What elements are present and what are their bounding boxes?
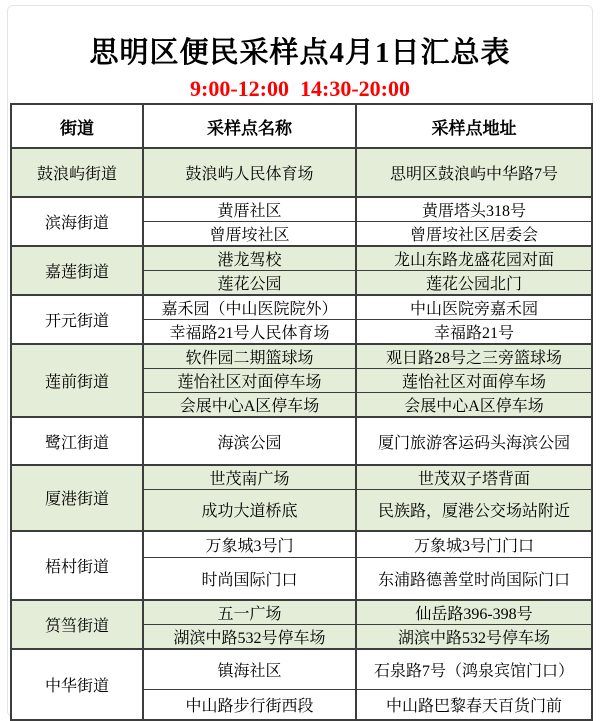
site-address-cell: 会展中心A区停车场 bbox=[356, 393, 592, 418]
site-address-cell: 黄厝塔头318号 bbox=[356, 197, 592, 222]
street-cell: 厦港街道 bbox=[11, 465, 143, 531]
site-name-cell: 莲怡社区对面停车场 bbox=[143, 369, 356, 393]
table-row bbox=[11, 465, 592, 490]
site-name-cell: 湖滨中路532号停车场 bbox=[143, 624, 356, 649]
site-address-cell: 中山医院旁嘉禾园 bbox=[356, 295, 592, 320]
site-address-cell: 民族路，厦港公交场站附近 bbox=[356, 490, 592, 531]
site-address-cell: 世茂双子塔背面 bbox=[356, 465, 592, 490]
site-address-cell: 曾厝垵社区居委会 bbox=[356, 222, 592, 247]
site-name-column-header: 采样点名称 bbox=[143, 104, 356, 148]
site-name-cell: 莲花公园 bbox=[143, 271, 356, 296]
street-cell: 鹭江街道 bbox=[11, 417, 143, 465]
site-name-cell: 五一广场 bbox=[143, 600, 356, 625]
site-name-cell: 曾厝垵社区 bbox=[143, 222, 356, 247]
site-address-cell: 龙山东路龙盛花园对面 bbox=[356, 246, 592, 271]
site-name-cell: 软件园二期篮球场 bbox=[143, 344, 356, 369]
site-name-cell: 中山路步行街西段 bbox=[143, 690, 356, 720]
site-address-cell: 幸福路21号 bbox=[356, 320, 592, 345]
sampling-hours: 9:00-12:00 14:30-20:00 bbox=[190, 76, 410, 101]
site-name-cell: 镇海社区 bbox=[143, 649, 356, 690]
site-name-cell: 时尚国际门口 bbox=[143, 558, 356, 600]
site-name-cell: 黄厝社区 bbox=[143, 197, 356, 222]
table-row bbox=[11, 344, 592, 369]
table-header-row bbox=[11, 104, 592, 148]
site-address-cell: 东浦路德善堂时尚国际门口 bbox=[356, 558, 592, 600]
table-row bbox=[11, 600, 592, 625]
table-body bbox=[11, 148, 592, 720]
site-address-cell: 观日路28号之三旁篮球场 bbox=[356, 344, 592, 369]
street-cell: 莲前街道 bbox=[11, 344, 143, 417]
street-cell: 筼筜街道 bbox=[11, 600, 143, 649]
table-row bbox=[11, 417, 592, 465]
site-address-cell: 厦门旅游客运码头海滨公园 bbox=[356, 417, 592, 465]
site-name-cell: 万象城3号门 bbox=[143, 531, 356, 558]
site-address-cell: 仙岳路396-398号 bbox=[356, 600, 592, 625]
site-name-cell: 幸福路21号人民体育场 bbox=[143, 320, 356, 345]
page-title: 思明区便民采样点4月1日汇总表 bbox=[89, 37, 511, 69]
site-address-cell: 莲花公园北门 bbox=[356, 271, 592, 296]
street-cell: 梧村街道 bbox=[11, 531, 143, 600]
site-name-cell: 嘉禾园（中山医院院外） bbox=[143, 295, 356, 320]
site-address-cell: 湖滨中路532号停车场 bbox=[356, 624, 592, 649]
site-name-cell: 成功大道桥底 bbox=[143, 490, 356, 531]
street-cell: 鼓浪屿街道 bbox=[11, 148, 143, 197]
sampling-points-table bbox=[10, 103, 593, 721]
street-cell: 中华街道 bbox=[11, 649, 143, 720]
site-address-cell: 中山路巴黎春天百货门前 bbox=[356, 690, 592, 720]
site-address-cell: 石泉路7号（鸿泉宾馆门口） bbox=[356, 649, 592, 690]
site-address-column-header: 采样点地址 bbox=[356, 104, 592, 148]
site-name-cell: 世茂南广场 bbox=[143, 465, 356, 490]
street-cell: 嘉莲街道 bbox=[11, 246, 143, 295]
site-name-cell: 鼓浪屿人民体育场 bbox=[143, 148, 356, 197]
street-column-header: 街道 bbox=[11, 104, 143, 148]
site-name-cell: 港龙驾校 bbox=[143, 246, 356, 271]
table-row bbox=[11, 148, 592, 197]
site-name-cell: 海滨公园 bbox=[143, 417, 356, 465]
site-address-cell: 万象城3号门门口 bbox=[356, 531, 592, 558]
site-address-cell: 思明区鼓浪屿中华路7号 bbox=[356, 148, 592, 197]
site-name-cell: 会展中心A区停车场 bbox=[143, 393, 356, 418]
table-row bbox=[11, 295, 592, 320]
table-row bbox=[11, 197, 592, 222]
street-cell: 滨海街道 bbox=[11, 197, 143, 246]
table-row bbox=[11, 531, 592, 558]
table-row bbox=[11, 649, 592, 690]
site-address-cell: 莲怡社区对面停车场 bbox=[356, 369, 592, 393]
street-cell: 开元街道 bbox=[11, 295, 143, 344]
table-row bbox=[11, 246, 592, 271]
